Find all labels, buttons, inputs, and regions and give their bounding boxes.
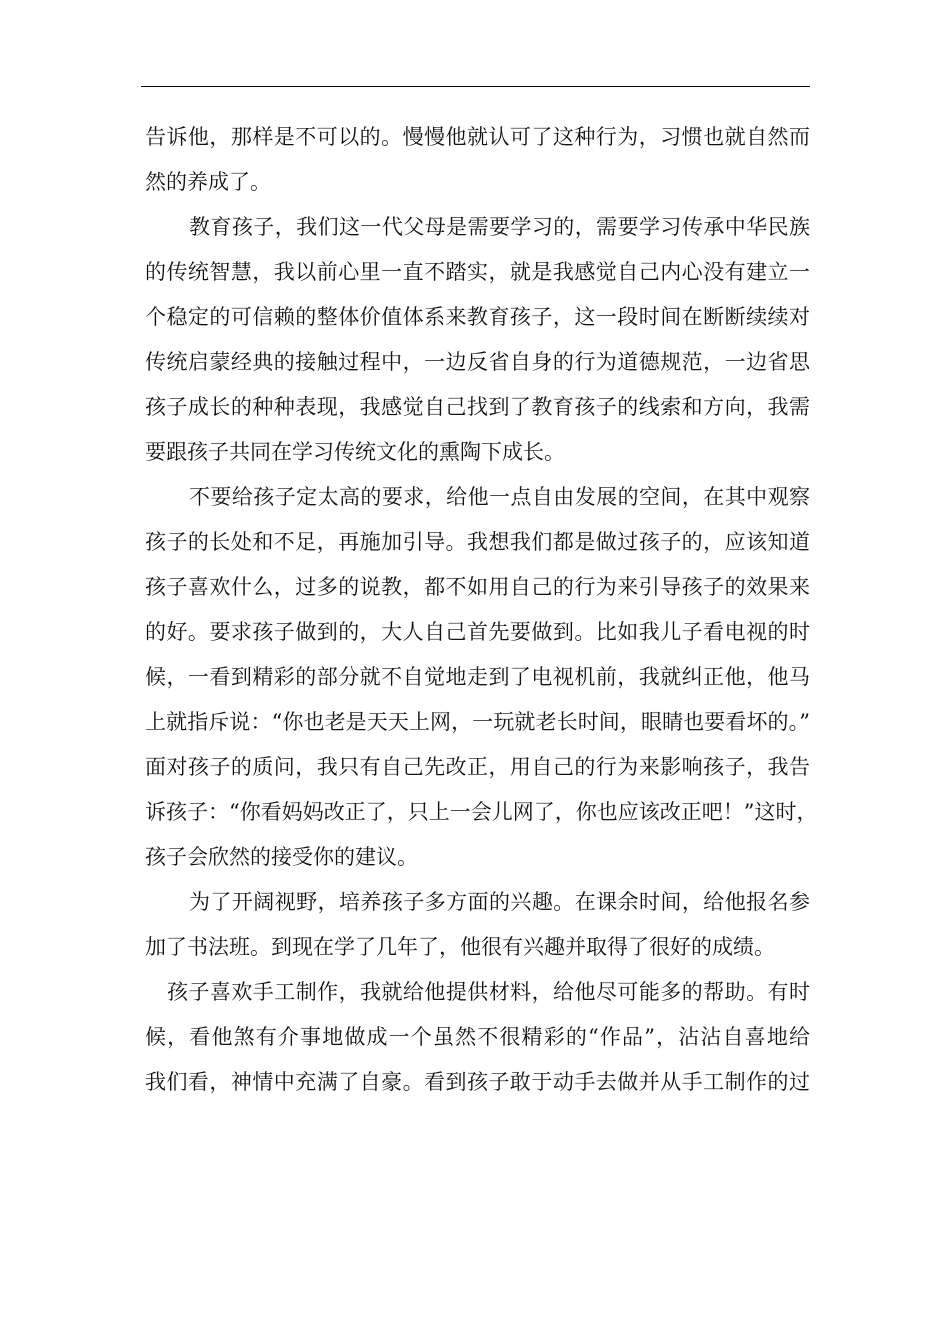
- text-line: 候，看他煞有介事地做成一个虽然不很精彩的“作品”，沾沾自喜地给: [145, 1025, 810, 1049]
- text-line: 孩子喜欢什么，过多的说教，都不如用自己的行为来引导孩子的效果来: [145, 575, 810, 599]
- text-line: 孩子会欣然的接受你的建议。: [145, 845, 418, 869]
- text-line: 孩子成长的种种表现，我感觉自己找到了教育孩子的线索和方向，我需: [145, 395, 810, 419]
- text-line: 的传统智慧，我以前心里一直不踏实，就是我感觉自己内心没有建立一: [145, 260, 810, 284]
- text-line: 诉孩子：“你看妈妈改正了，只上一会儿网了，你也应该改正吧！”这时，: [145, 800, 818, 824]
- paragraph-first-line: 为了开阔视野，培养孩子多方面的兴趣。在课余时间，给他报名参: [189, 890, 810, 914]
- paragraph-first-line: 教育孩子，我们这一代父母是需要学习的，需要学习传承中华民族: [189, 215, 810, 239]
- text-line: 我们看，神情中充满了自豪。看到孩子敢于动手去做并从手工制作的过: [145, 1070, 810, 1094]
- header-rule: [141, 86, 810, 87]
- paragraph-first-line: 孩子喜欢手工制作，我就给他提供材料，给他尽可能多的帮助。有时: [167, 980, 810, 1004]
- text-line: 孩子的长处和不足，再施加引导。我想我们都是做过孩子的，应该知道: [145, 530, 810, 554]
- text-line: 要跟孩子共同在学习传统文化的熏陶下成长。: [145, 440, 565, 464]
- text-line: 面对孩子的质问，我只有自己先改正，用自己的行为来影响孩子，我告: [145, 755, 810, 779]
- text-line: 加了书法班。到现在学了几年了，他很有兴趣并取得了很好的成绩。: [145, 935, 775, 959]
- paragraph-first-line: 不要给孩子定太高的要求，给他一点自由发展的空间，在其中观察: [189, 485, 810, 509]
- text-line: 个稳定的可信赖的整体价值体系来教育孩子，这一段时间在断断续续对: [145, 305, 810, 329]
- body-text: [145, 115, 818, 1105]
- text-line: 然的养成了。: [145, 170, 271, 194]
- text-line: 传统启蒙经典的接触过程中，一边反省自身的行为道德规范，一边省思: [145, 350, 810, 374]
- text-line: 候，一看到精彩的部分就不自觉地走到了电视机前，我就纠正他，他马: [145, 665, 810, 689]
- text-line: 上就指斥说：“你也老是天天上网，一玩就老长时间，眼睛也要看坏的。”: [145, 710, 810, 734]
- text-line: 的好。要求孩子做到的，大人自己首先要做到。比如我儿子看电视的时: [145, 620, 810, 644]
- text-line: 告诉他，那样是不可以的。慢慢他就认可了这种行为，习惯也就自然而: [145, 125, 810, 149]
